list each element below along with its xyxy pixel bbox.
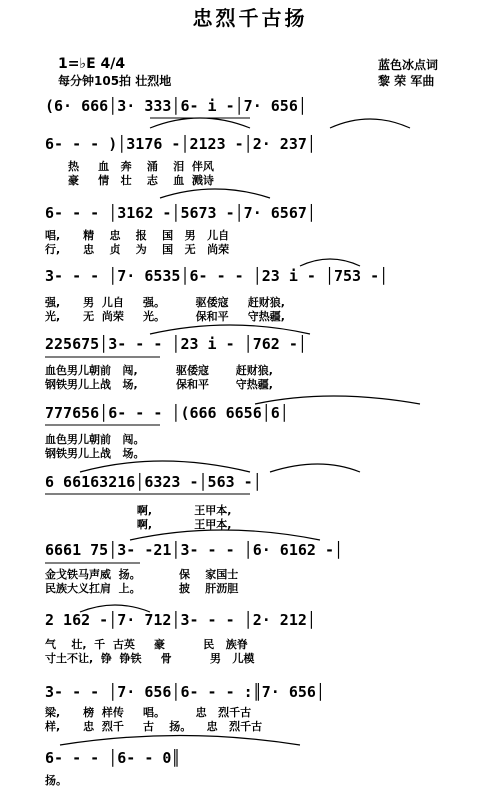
lyric-verse-2: 行, 忠 贞 为 国 无 尚荣 — [45, 243, 230, 256]
notation-line: 6- - - )│3176 -│2123 -│2· 237│ — [45, 135, 316, 153]
composer-credit: 黎 荣 军曲 — [378, 74, 435, 88]
key-signature: 1=♭E 4/4 — [58, 56, 126, 72]
slur-mark — [330, 119, 410, 128]
lyric-verse-2: 光, 无 尚荣 光。 保和平 守热疆, — [45, 310, 285, 323]
slur-mark — [130, 530, 320, 540]
lyric-verse-2: 钢铁男儿上战 场。 — [45, 447, 145, 460]
lyric-verse-1: 啊, 王甲本, — [45, 504, 232, 517]
notation-line: 6661 75│3- -21│3- - - │6· 6162 -│ — [45, 541, 344, 559]
lyric-verse-1: 金戈铁马声威 扬。 保 家国士 — [45, 568, 239, 581]
lyric-verse-2: 民族大义扛肩 上。 披 肝沥胆 — [45, 582, 239, 595]
slur-mark — [80, 461, 250, 472]
notation-line: 6- - - │3162 -│5673 -│7· 6567│ — [45, 204, 316, 222]
lyric-verse-1: 血色男儿朝前 闯。 — [45, 433, 145, 446]
notation-line: 3- - - │7· 656│6- - - :║7· 656│ — [45, 683, 325, 701]
lyric-verse-1: 唱, 精 忠 报 国 男 儿自 — [45, 229, 230, 242]
slur-mark — [300, 259, 360, 266]
lyric-verse-1: 强, 男 儿自 强。 驱倭寇 赶财狼, — [45, 296, 285, 309]
song-title: 忠烈千古扬 — [192, 6, 308, 30]
slur-mark — [60, 736, 300, 746]
notation-line: 777656│6- - - │(666 6656│6│ — [45, 404, 289, 422]
notation-line: (6· 666│3· 333│6- i -│7· 656│ — [45, 97, 307, 115]
slur-mark — [270, 464, 360, 472]
slur-mark — [150, 325, 310, 334]
notation-line: 3- - - │7· 6535│6- - - │23 i - │753 -│ — [45, 267, 389, 285]
lyric-verse-2: 啊, 王甲本, — [45, 518, 232, 531]
slur-mark — [160, 189, 270, 198]
lyric-verse-2: 寸土不让, 铮 铮铁 骨 男 儿模 — [45, 652, 255, 665]
notation-line: 2 162 -│7· 712│3- - - │2· 212│ — [45, 611, 316, 629]
notation-line: 6 66163216│6323 -│563 -│ — [45, 473, 262, 491]
lyricist-credit: 蓝色冰点词 — [378, 58, 439, 72]
lyric-verse-1: 气 壮, 千 古英 豪 民 族脊 — [45, 638, 248, 651]
lyric-verse-1: 梁, 榜 样传 唱。 忠 烈千古 — [45, 706, 252, 719]
lyric-verse-2: 豪 情 壮 志 血 溅诗 — [45, 174, 214, 187]
lyric-verse-1: 血色男儿朝前 闯, 驱倭寇 赶财狼, — [45, 364, 273, 377]
lyric-verse-1: 热 血 奔 涌 泪 伴风 — [45, 160, 214, 173]
lyric-verse-2: 钢铁男儿上战 场, 保和平 守热疆, — [45, 378, 273, 391]
slur-mark — [150, 118, 250, 128]
tempo-marking: 每分钟105拍 壮烈地 — [58, 74, 172, 88]
notation-line: 225675│3- - - │23 i - │762 -│ — [45, 335, 307, 353]
notation-line: 6- - - │6- - 0║ — [45, 749, 181, 767]
lyric-verse-1: 扬。 — [45, 774, 67, 787]
lyric-verse-2: 样, 忠 烈千 古 扬。 忠 烈千古 — [45, 720, 263, 733]
